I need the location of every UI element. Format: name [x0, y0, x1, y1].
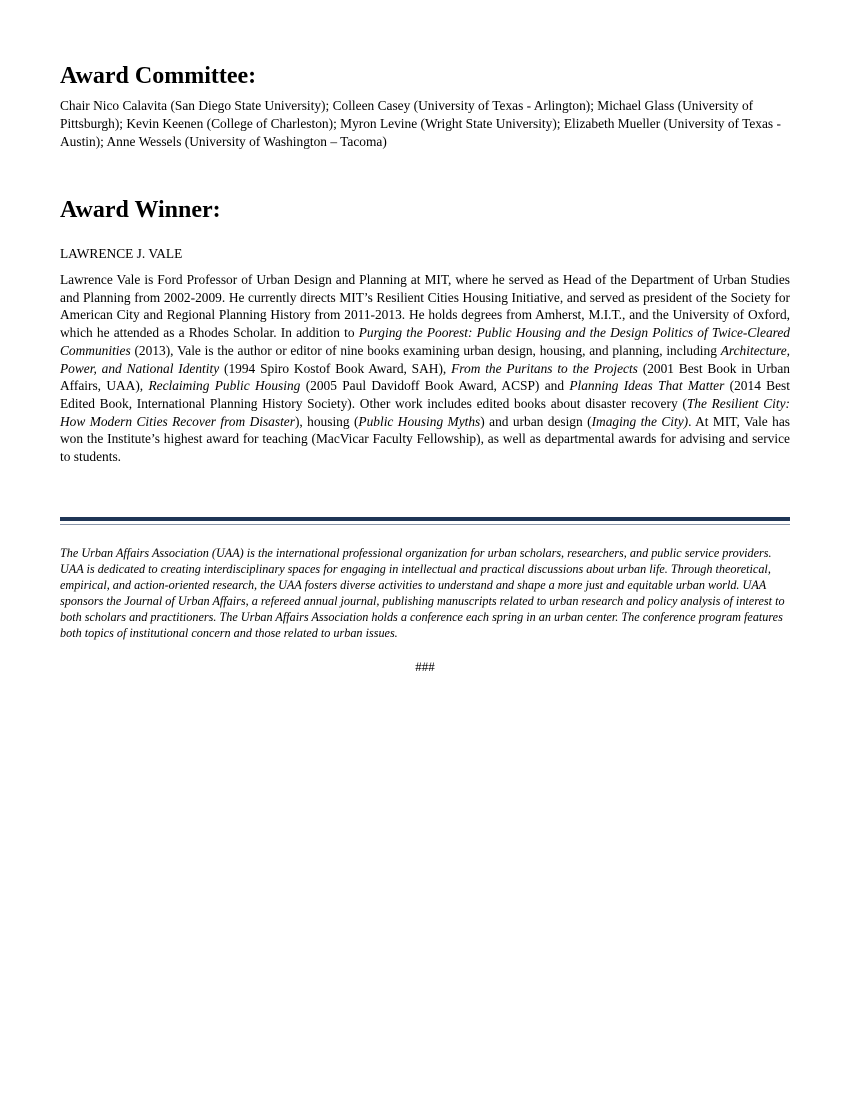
book-title: Reclaiming Public Housing	[148, 378, 301, 394]
section-divider-thin	[60, 524, 790, 525]
bio-text: ) and urban design (	[480, 413, 592, 429]
committee-heading: Award Committee:	[60, 63, 257, 89]
winner-heading: Award Winner:	[60, 197, 221, 223]
book-title: From the Puritans to the Projects	[451, 360, 638, 376]
book-title: Planning Ideas That Matter	[569, 378, 725, 394]
bio-text: . At MIT, Vale has won the Institute’s highest award for teaching (MacVicar Faculty Fellowship), as well as departmental awards for advising and service to students.	[60, 413, 790, 465]
bio-text: Lawrence Vale is Ford Professor of Urban Design and Planning at MIT, where he served as Head of the Department of Urban Studies and Planning from 2002-2009. He currently directs MIT’s Resilient Cities Housing Initiative, and served as president of the Society for American City and Regional Planning History from 2011-2013. He holds degrees from Amherst, M.I.T., and the University of Oxford, which he attended as a Rhodes Scholar. In addition to	[60, 272, 790, 341]
winner-bio	[60, 271, 790, 466]
book-title: The Resilient City: How Modern Cities Recover from Disaster	[60, 395, 790, 429]
book-title: Architecture, Power, and National Identity	[60, 342, 790, 376]
committee-members-text: Chair Nico Calavita (San Diego State University); Colleen Casey (University of Texas - Arlington); Michael Glass (University of Pittsburgh); Kevin Keenen (College of Charleston); Myron Levine (Wright State University); Elizabeth Mueller (University of Texas - Austin); Anne Wessels (University of Washington – Tacoma)	[60, 98, 781, 150]
winner-name: LAWRENCE J. VALE	[60, 246, 183, 261]
bio-text: (2014 Best Edited Book, International Planning History Society). Other work includes edited books about disaster recovery (	[60, 378, 790, 411]
bio-text: ), housing (	[294, 413, 359, 429]
book-title: Purging the Poorest: Public Housing and the Design Politics of Twice-Cleared Communities	[60, 325, 790, 358]
bio-text: (2005 Paul Davidoff Book Award, ACSP) and	[300, 378, 570, 394]
about-uaa-text: The Urban Affairs Association (UAA) is the international professional organization for urban scholars, researchers, and public service providers. UAA is dedicated to creating interdisciplinary spaces for engaging in intellectual and practical discussions about urban life. Through theoretical, empirical, and action-oriented research, the UAA fosters diverse activities to understand and shape a more just and equitable urban world. UAA sponsors the Journal of Urban Affairs, a refereed annual journal, publishing manuscripts related to urban research and policy analysis of interest to both scholars and practitioners. The Urban Affairs Association holds a conference each spring in an urban center. The conference program features both topics of institutional concern and those related to urban issues.	[60, 546, 785, 641]
book-title: Imaging the City)	[591, 413, 689, 429]
end-mark: ###	[415, 659, 435, 674]
bio-text: (1994 Spiro Kostof Book Award, SAH),	[219, 360, 452, 376]
section-divider-thick	[60, 517, 790, 521]
bio-text: (2001 Best Book in Urban Affairs, UAA),	[60, 360, 790, 394]
book-title: Public Housing Myths	[358, 413, 481, 429]
bio-text: (2013), Vale is the author or editor of nine books examining urban design, housing, and planning, including	[130, 342, 721, 358]
